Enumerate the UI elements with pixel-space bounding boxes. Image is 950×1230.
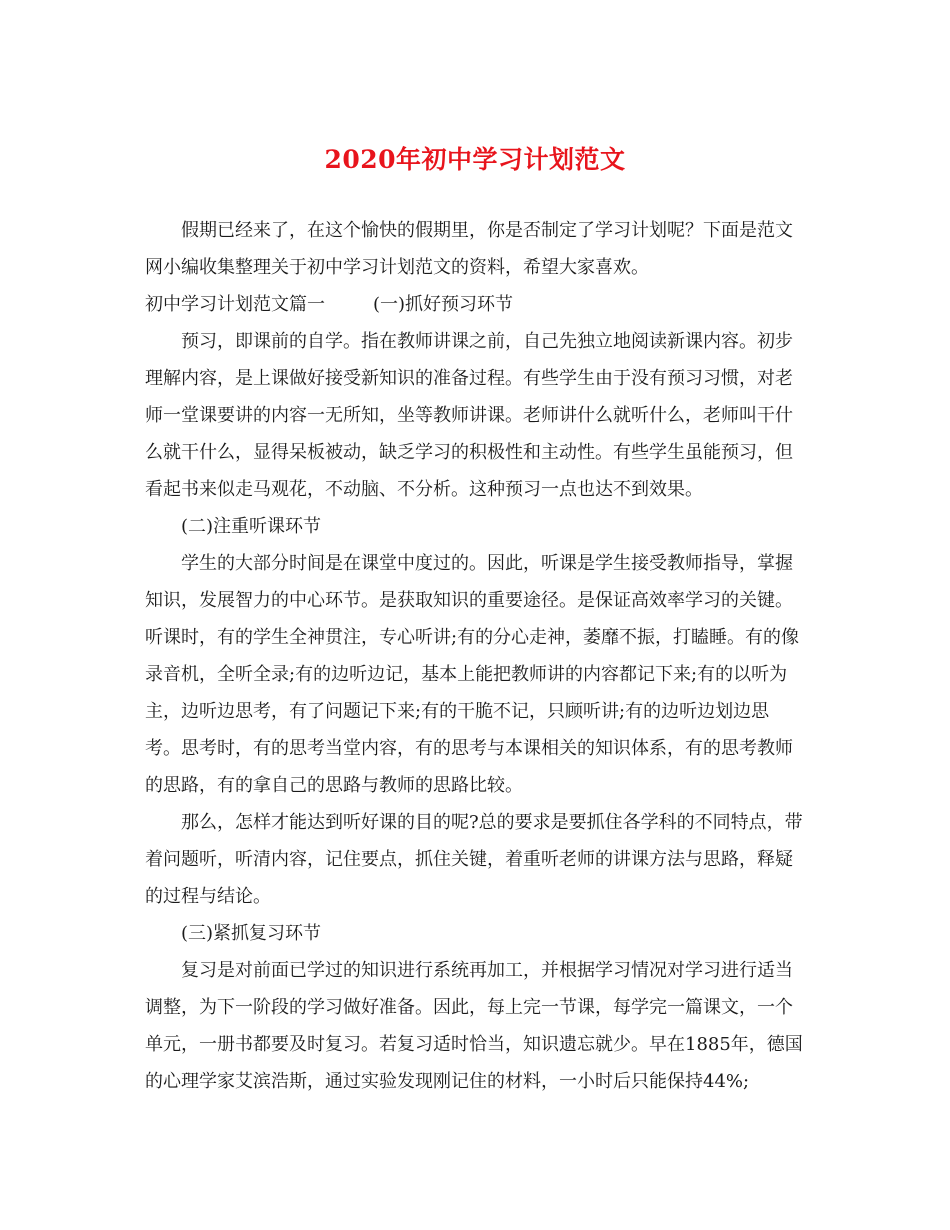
heading-listening: (二)注重听课环节 [181, 516, 322, 537]
heading-review: (三)紧抓复习环节 [181, 923, 322, 944]
intro-paragraph: 假期已经来了，在这个愉快的假期里，你是否制定了学习计划呢？下面是范文网小编收集整理关于初中学习计划范文的资料，希望大家喜欢。 [145, 220, 793, 278]
document-title: 2020年初中学习计划范文 [324, 145, 626, 174]
paragraph-listening: 学生的大部分时间是在课堂中度过的。因此，听课是学生接受教师指导，掌握知识，发展智力的中心环节。是获取知识的重要途径。是保证高效率学习的关键。听课时，有的学生全神贯注，专心听讲;有的分心走神，萎靡不振，打瞌睡。有的像录音机，全听全录;有的边听边记，基本上能把教师讲的内容都记下来;有的以听为主，边听边思考，有了问题记下来;有的干脆不记，只顾听讲;有的边听边划边思考。思考时，有的思考当堂内容，有的思考与本课相关的知识体系，有的思考教师的思路，有的拿自己的思路与教师的思路比较。 [145, 553, 800, 796]
document-body [145, 212, 805, 1100]
paragraph-listening-goal: 那么，怎样才能达到听好课的目的呢?总的要求是要抓住各学科的不同特点，带着问题听，听清内容，记住要点，抓住关键，着重听老师的讲课方法与思路，释疑的过程与结论。 [145, 812, 803, 907]
paragraph-preview: 预习，即课前的自学。指在教师讲课之前，自己先独立地阅读新课内容。初步理解内容，是上课做好接受新知识的准备过程。有些学生由于没有预习习惯，对老师一堂课要讲的内容一无所知，坐等教师讲课。老师讲什么就听什么，老师叫干什么就干什么，显得呆板被动，缺乏学习的积极性和主动性。有些学生虽能预习，但看起书来似走马观花，不动脑、不分析。这种预习一点也达不到效果。 [145, 331, 793, 500]
section-label: 初中学习计划范文篇一 [145, 294, 325, 315]
heading-preview: (一)抓好预习环节 [373, 294, 514, 315]
paragraph-review: 复习是对前面已学过的知识进行系统再加工，并根据学习情况对学习进行适当调整，为下一阶段的学习做好准备。因此，每上完一节课，每学完一篇课文，一个单元，一册书都要及时复习。若复习适时恰当，知识遗忘就少。早在1885年，德国的心理学家艾滨浩斯，通过实验发现刚记住的材料，一小时后只能保持44%; [145, 960, 803, 1092]
section-line [145, 286, 805, 323]
